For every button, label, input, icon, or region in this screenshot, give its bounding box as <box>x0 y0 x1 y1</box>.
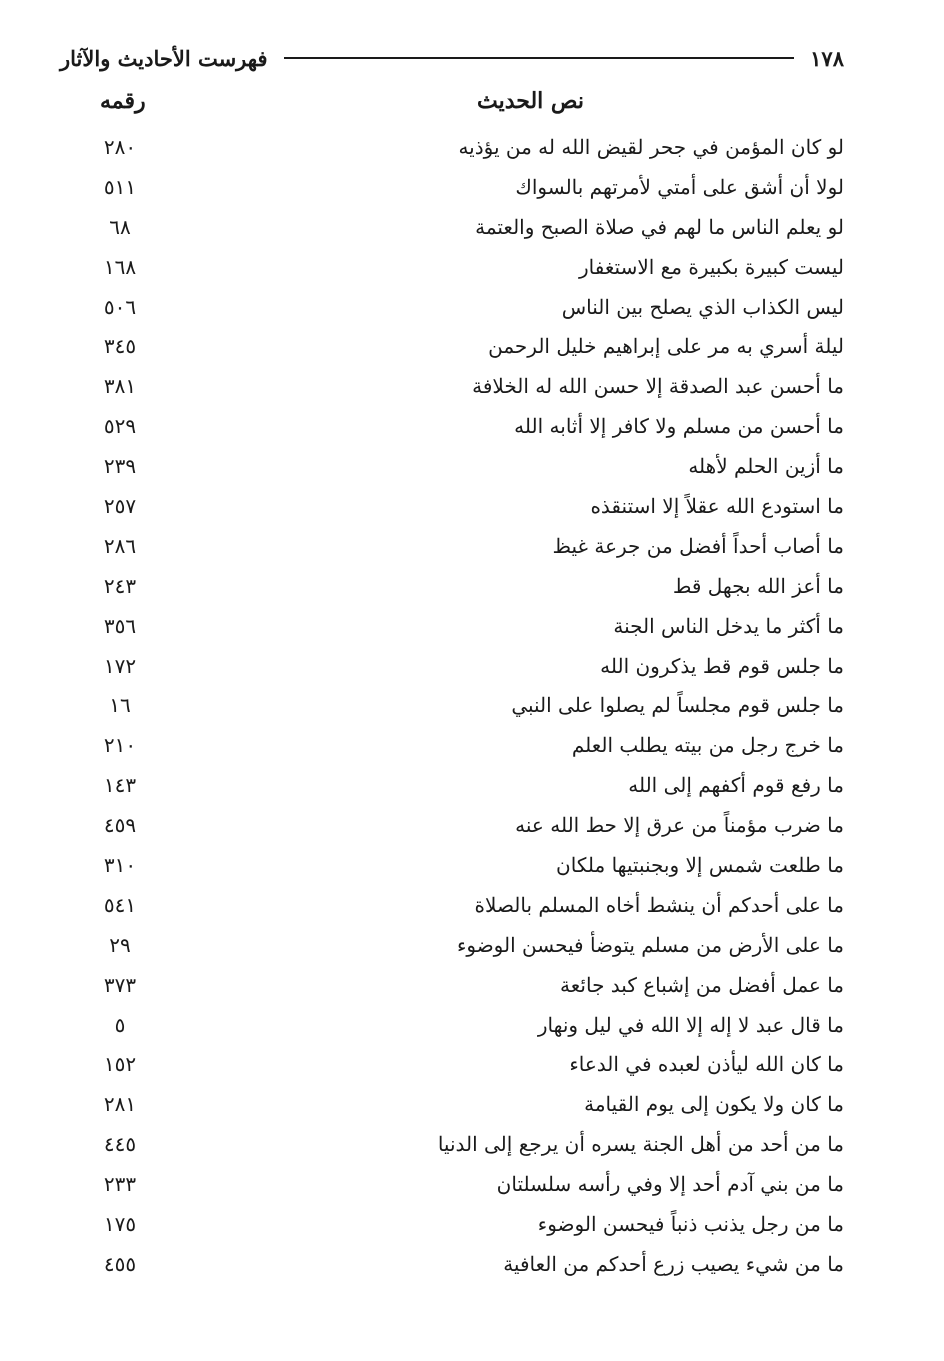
hadith-text: لو يعلم الناس ما لهم في صلاة الصبح والعتمة <box>475 214 844 239</box>
list-item <box>80 1006 844 1046</box>
hadith-text: ما رفع قوم أكفهم إلى الله <box>628 773 844 798</box>
page-header <box>60 40 844 76</box>
hadith-text: ما أصاب أحداً أفضل من جرعة غيظ <box>552 533 844 558</box>
hadith-number: ٤٥٥ <box>103 1251 137 1276</box>
hadith-text: ما من بني آدم أحد إلا وفي رأسه سلسلتان <box>496 1172 844 1197</box>
list-item <box>80 487 844 527</box>
hadith-number: ١٧٥ <box>103 1212 137 1237</box>
hadith-number: ٣١٠ <box>103 853 137 878</box>
hadith-number: ٢٣٣ <box>103 1172 137 1197</box>
list-item <box>80 966 844 1006</box>
hadith-text: ما عمل أفضل من إشباع كبد جائعة <box>560 972 844 997</box>
list-item <box>80 806 844 846</box>
list-item <box>80 926 844 966</box>
running-title: فهرست الأحاديث والآثار <box>60 45 268 71</box>
number-column-header: رقمه <box>100 88 146 114</box>
hadith-text: ما جلس قوم قط يذكرون الله <box>600 653 844 678</box>
hadith-number: ٢٨٦ <box>103 533 137 558</box>
list-item <box>80 288 844 328</box>
list-item <box>80 766 844 806</box>
hadith-number: ٢٤٣ <box>103 573 137 598</box>
hadith-number: ٢٣٩ <box>103 454 137 479</box>
hadith-text: ما على أحدكم أن ينشط أخاه المسلم بالصلاة <box>474 892 844 917</box>
list-item <box>80 1245 844 1285</box>
hadith-text: ما أحسن عبد الصدقة إلا حسن الله له الخلافة <box>472 374 844 399</box>
hadith-text: لو كان المؤمن في جحر لقيض الله له من يؤذيه <box>458 135 844 159</box>
hadith-number: ٥٠٦ <box>103 294 137 319</box>
hadith-number: ١٤٣ <box>103 773 137 798</box>
list-item <box>80 367 844 407</box>
list-item <box>80 128 844 168</box>
hadith-text: ما من رجل يذنب ذنباً فيحسن الوضوء <box>537 1212 844 1237</box>
hadith-text-column-header: نص الحديث <box>476 88 584 114</box>
hadith-number: ٣٥٦ <box>103 613 137 638</box>
hadith-number: ٣٧٣ <box>103 972 137 997</box>
hadith-number: ٢١٠ <box>103 733 137 758</box>
list-item <box>80 407 844 447</box>
hadith-number: ٤٤٥ <box>103 1132 137 1157</box>
hadith-text: ما أزين الحلم لأهله <box>688 454 844 479</box>
hadith-number: ١٧٢ <box>103 653 137 678</box>
hadith-text: ليست كبيرة بكبيرة مع الاستغفار <box>579 254 844 279</box>
hadith-text: ما من شيء يصيب زرع أحدكم من العافية <box>503 1251 844 1276</box>
list-item <box>80 1205 844 1245</box>
list-item <box>80 1085 844 1125</box>
list-item <box>80 647 844 687</box>
hadith-number: ٥٢٩ <box>103 414 137 439</box>
hadith-text: ما أحسن من مسلم ولا كافر إلا أثابه الله <box>514 414 844 439</box>
list-item <box>80 1125 844 1165</box>
hadith-number: ٦٨ <box>109 214 131 239</box>
hadith-number: ٥١١ <box>103 174 137 199</box>
hadith-number: ٢٨٠ <box>103 135 137 159</box>
hadith-text: ما من أحد من أهل الجنة يسره أن يرجع إلى الدنيا <box>437 1132 844 1157</box>
list-item <box>80 846 844 886</box>
hadith-number: ٣٨١ <box>103 374 137 399</box>
column-headers <box>80 88 844 128</box>
list-item <box>80 1045 844 1085</box>
hadith-text: ما طلعت شمس إلا وبجنبتيها ملكان <box>556 853 844 878</box>
list-item <box>80 607 844 647</box>
list-item <box>80 686 844 726</box>
list-item <box>80 726 844 766</box>
hadith-number: ١٥٢ <box>103 1052 137 1077</box>
hadith-text: ما أكثر ما يدخل الناس الجنة <box>613 613 844 638</box>
page-number: ١٧٨ <box>810 45 844 71</box>
list-item <box>80 248 844 288</box>
hadith-number: ١٦ <box>109 693 131 718</box>
hadith-number: ٥ <box>114 1012 126 1037</box>
hadith-text: ما ضرب مؤمناً من عرق إلا حط الله عنه <box>515 813 844 838</box>
hadith-text: لولا أن أشق على أمتي لأمرتهم بالسواك <box>515 174 844 199</box>
hadith-text: ما كان الله ليأذن لعبده في الدعاء <box>569 1052 844 1077</box>
hadith-text: ليلة أسري به مر على إبراهيم خليل الرحمن <box>488 334 844 359</box>
hadith-text: ما خرج رجل من بيته يطلب العلم <box>571 733 844 758</box>
list-item <box>80 168 844 208</box>
hadith-number: ٢٨١ <box>103 1092 137 1117</box>
hadith-text: ما أعز الله بجهل قط <box>672 573 844 598</box>
index-list <box>80 128 844 1285</box>
hadith-number: ٥٤١ <box>103 892 137 917</box>
hadith-number: ٢٥٧ <box>103 494 137 519</box>
hadith-text: ما استودع الله عقلاً إلا استنقذه <box>590 494 844 519</box>
hadith-number: ٢٩ <box>109 932 131 957</box>
hadith-number: ٤٥٩ <box>103 813 137 838</box>
list-item <box>80 447 844 487</box>
list-item <box>80 1165 844 1205</box>
hadith-text: ما على الأرض من مسلم يتوضأ فيحسن الوضوء <box>456 932 844 957</box>
header-rule <box>284 57 795 59</box>
hadith-text: ما جلس قوم مجلساً لم يصلوا على النبي <box>511 693 844 718</box>
list-item <box>80 327 844 367</box>
hadith-text: ليس الكذاب الذي يصلح بين الناس <box>561 294 844 319</box>
list-item <box>80 527 844 567</box>
list-item <box>80 567 844 607</box>
hadith-text: ما قال عبد لا إله إلا الله في ليل ونهار <box>537 1012 844 1037</box>
hadith-number: ١٦٨ <box>103 254 137 279</box>
hadith-number: ٣٤٥ <box>103 334 137 359</box>
list-item <box>80 886 844 926</box>
list-item <box>80 208 844 248</box>
hadith-text: ما كان ولا يكون إلى يوم القيامة <box>584 1092 844 1117</box>
